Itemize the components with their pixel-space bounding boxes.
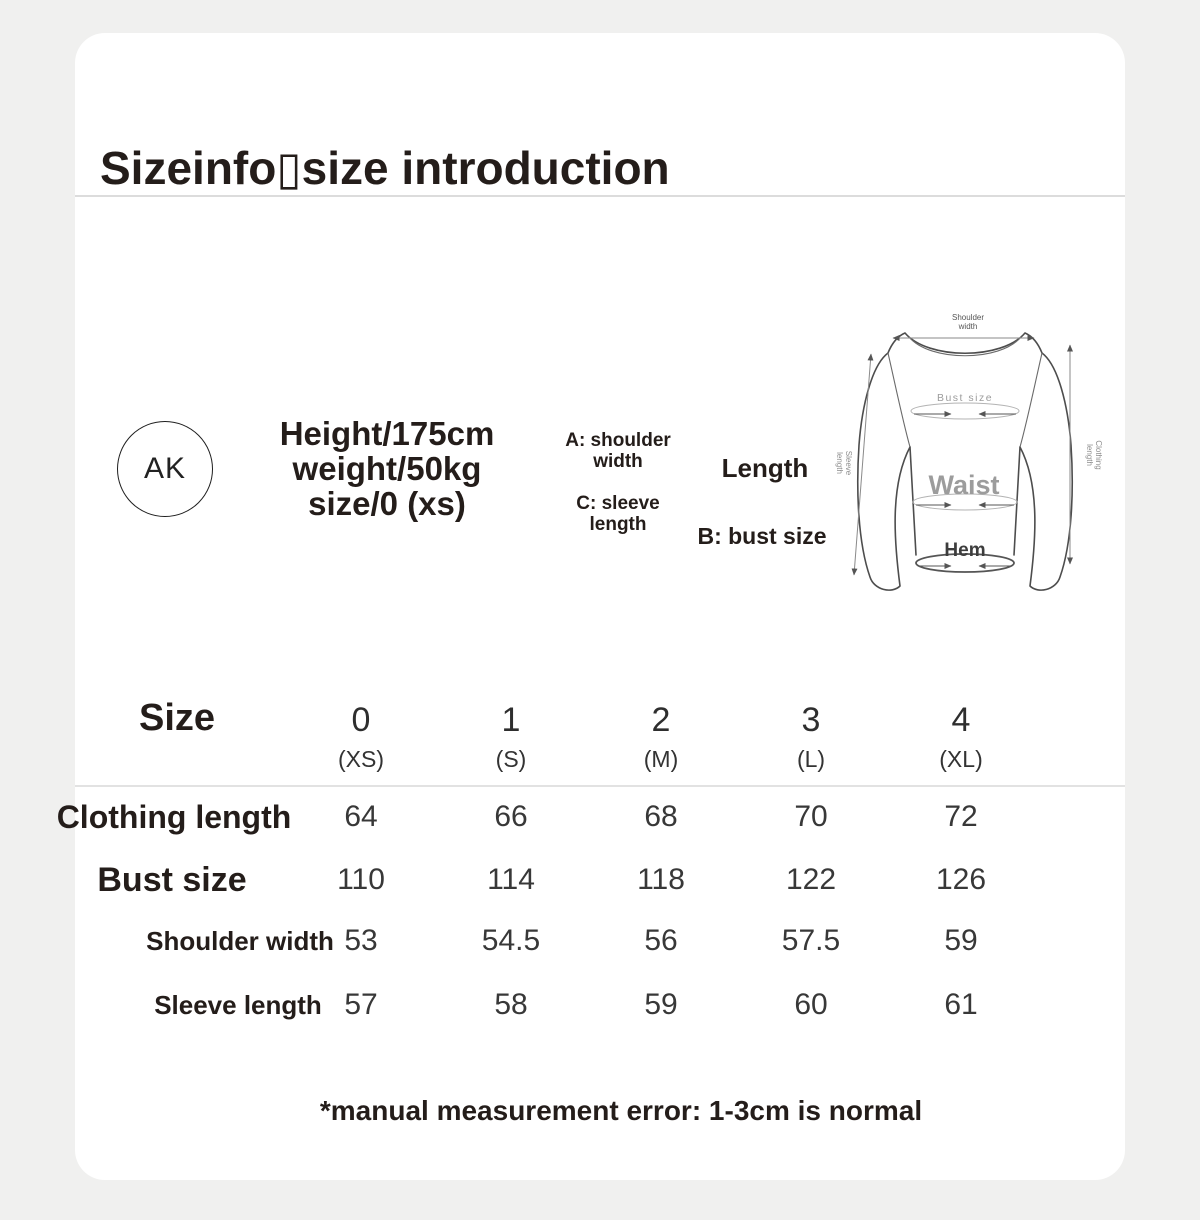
legend-shoulder-width [565, 430, 671, 472]
table-row-bust-size [75, 858, 1125, 902]
table-row-shoulder-width [75, 919, 1125, 963]
legend-sleeve-length [576, 493, 659, 535]
cell-value: 110 [337, 863, 385, 896]
hem-label: Hem [944, 540, 986, 561]
clothing-length-side-label-line2: length [1085, 444, 1094, 466]
cell-value: 58 [494, 988, 528, 1021]
bust-ellipse [911, 403, 1019, 419]
size-col-0-abbr: (XS) [338, 746, 384, 772]
legend-shoulder-line2: width [593, 451, 643, 472]
shirt-measurement-diagram [830, 305, 1115, 610]
cell-value: 57.5 [781, 924, 841, 957]
waist-label: Waist [928, 470, 1000, 500]
size-table-header-label: Size [138, 697, 216, 739]
size-col-3-number: 3 [801, 701, 821, 739]
cell-value: 126 [935, 863, 987, 896]
row-label: Sleeve length [154, 990, 322, 1020]
legend-length: Length [721, 453, 809, 483]
cell-value: 56 [644, 924, 678, 957]
table-header-divider [75, 785, 1125, 787]
size-info-card [56, 33, 1125, 1180]
cell-value: 122 [785, 863, 837, 896]
cell-value: 68 [644, 800, 678, 833]
size-col-2-abbr: (M) [643, 746, 679, 772]
cell-value: 72 [944, 800, 978, 833]
size-col-1-abbr: (S) [495, 746, 527, 772]
legend-sleeve-line1: C: sleeve [576, 493, 660, 514]
brand-badge-label: AK [143, 452, 187, 485]
cell-value: 57 [344, 988, 378, 1021]
shoulder-width-label-line1: Shoulder [951, 313, 985, 322]
cell-value: 60 [794, 988, 828, 1021]
cell-value: 66 [494, 800, 528, 833]
cell-value: 64 [344, 800, 378, 833]
brand-badge [117, 421, 213, 517]
cell-value: 59 [644, 988, 678, 1021]
model-info [255, 416, 519, 521]
cell-value: 59 [944, 924, 978, 957]
cell-value: 118 [637, 863, 685, 896]
measurement-disclaimer: *manual measurement error: 1-3cm is normal [319, 1095, 923, 1126]
table-row-sleeve-length [75, 983, 1125, 1027]
clothing-length-side-label-line1: Clothing [1094, 440, 1103, 470]
model-size: size/0 (xs) [308, 485, 466, 522]
sleeve-length-side-label-line2: length [835, 452, 844, 474]
legend-shoulder-line1: A: shoulder [565, 430, 671, 451]
row-label: Clothing length [56, 799, 292, 835]
size-col-0-number: 0 [351, 701, 371, 739]
size-col-3-abbr: (L) [796, 746, 826, 772]
size-col-4-abbr: (XL) [939, 746, 983, 772]
row-label: Shoulder width [146, 926, 334, 956]
legend-sleeve-line2: length [589, 514, 647, 535]
table-row-clothing-length [56, 795, 1125, 839]
cell-value: 54.5 [481, 924, 541, 957]
size-col-1-number: 1 [501, 701, 521, 739]
cell-value: 70 [794, 800, 828, 833]
model-weight: weight/50kg [292, 450, 482, 487]
cell-value: 53 [344, 924, 378, 957]
legend-bust-size: B: bust size [697, 523, 827, 549]
model-height: Height/175cm [279, 415, 495, 452]
page-title: Sizeinfo▯size introduction [100, 141, 670, 194]
cell-value: 114 [487, 863, 535, 896]
title-divider [75, 195, 1125, 197]
shoulder-width-label-line2: width [958, 322, 978, 331]
size-col-4-number: 4 [951, 701, 971, 739]
bust-size-label: Bust size [936, 392, 994, 404]
row-label: Bust size [97, 861, 247, 899]
cell-value: 61 [944, 988, 978, 1021]
size-col-2-number: 2 [651, 701, 671, 739]
sleeve-length-side-label-line1: Sleeve [844, 450, 853, 476]
